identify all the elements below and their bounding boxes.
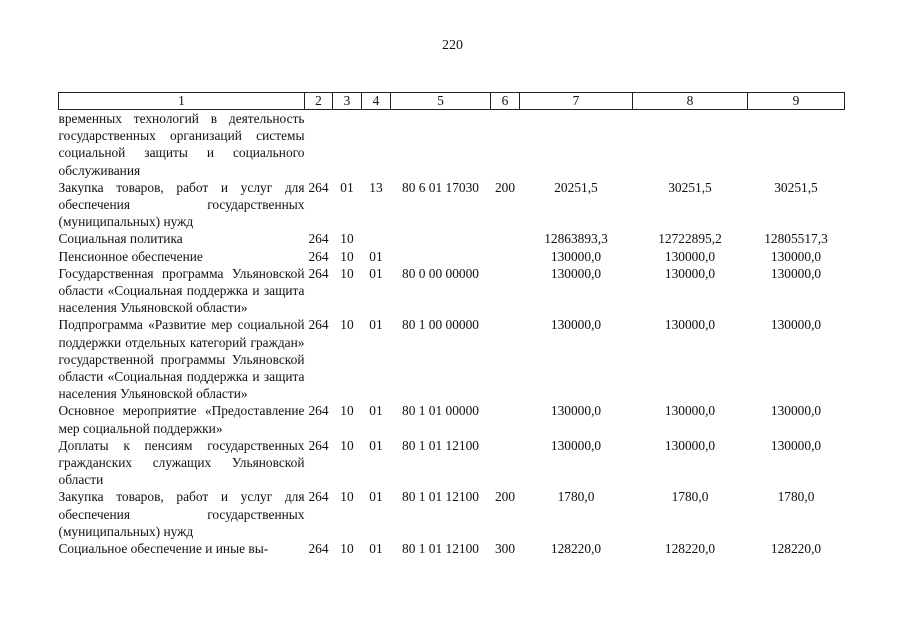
header-cell: 6 [491, 93, 520, 110]
row-expense-type [491, 110, 520, 179]
table-row [59, 437, 845, 489]
row-section: 01 [340, 179, 354, 195]
row-amount-2: 130000,0 [664, 403, 716, 419]
row-target-article: 80 1 01 12100 [402, 489, 479, 505]
row-subsection: 01 [369, 248, 383, 264]
row-grbs: 264 [308, 179, 329, 195]
row-target-article: 80 1 01 00000 [402, 403, 479, 419]
table-row [59, 540, 845, 557]
row-amount-3: 130000,0 [770, 317, 822, 333]
header-cell: 1 [59, 93, 305, 110]
row-amount-3: 12805517,3 [764, 231, 828, 247]
row-section: 10 [340, 231, 354, 247]
header-cell: 5 [391, 93, 491, 110]
row-target-article [391, 248, 491, 265]
row-target-article [391, 230, 491, 247]
row-name: Пенсионное обеспечение [58, 248, 203, 264]
row-amount-3: 1780,0 [777, 489, 815, 505]
row-expense-type [491, 248, 520, 265]
row-amount-3: 30251,5 [774, 179, 818, 195]
row-amount-1: 1780,0 [557, 489, 595, 505]
row-target-article: 80 6 01 17030 [402, 179, 479, 195]
row-subsection: 01 [369, 489, 383, 505]
row-target-article [391, 110, 491, 179]
row-expense-type: 200 [494, 179, 516, 195]
row-subsection: 01 [369, 317, 383, 333]
table-row [59, 110, 845, 179]
row-grbs: 264 [308, 248, 329, 264]
row-amount-1: 130000,0 [550, 265, 602, 281]
row-amount-1: 20251,5 [554, 179, 598, 195]
row-amount-2: 12722895,2 [658, 231, 722, 247]
row-section: 10 [340, 541, 354, 557]
table-row [59, 316, 845, 402]
row-expense-type: 300 [494, 541, 516, 557]
table-row [59, 488, 845, 540]
row-target-article: 80 1 00 00000 [402, 317, 479, 333]
row-amount-3: 130000,0 [770, 265, 822, 281]
row-amount-3: 130000,0 [770, 403, 822, 419]
row-name: Закупка товаров, работ и услуг для обеспечения государственных (муниципальных) нужд [58, 489, 305, 539]
row-grbs: 264 [308, 489, 329, 505]
row-amount-1: 128220,0 [550, 541, 602, 557]
row-name: Закупка товаров, работ и услуг для обеспечения государственных (муниципальных) нужд [58, 179, 305, 230]
row-amount-1: 130000,0 [550, 317, 602, 333]
row-name: Социальная политика [58, 231, 183, 247]
row-subsection: 01 [369, 403, 383, 419]
header-cell: 9 [748, 93, 845, 110]
row-expense-type [491, 265, 520, 317]
budget-table [58, 92, 845, 557]
header-cell: 2 [305, 93, 333, 110]
row-amount-1 [520, 110, 633, 179]
row-amount-1: 130000,0 [550, 248, 602, 264]
row-grbs: 264 [308, 231, 329, 247]
row-amount-2 [633, 110, 748, 179]
row-subsection: 01 [369, 541, 383, 557]
row-expense-type [491, 316, 520, 402]
header-cell: 7 [520, 93, 633, 110]
row-amount-2: 130000,0 [664, 248, 716, 264]
row-amount-1: 130000,0 [550, 437, 602, 453]
row-amount-1: 130000,0 [550, 403, 602, 419]
row-expense-type [491, 437, 520, 489]
row-subsection [362, 230, 391, 247]
row-amount-3 [748, 110, 845, 179]
row-expense-type: 200 [494, 489, 516, 505]
row-amount-3: 128220,0 [770, 541, 822, 557]
row-amount-2: 128220,0 [664, 541, 716, 557]
row-grbs [305, 110, 333, 179]
row-name: Государственная программа Ульяновской области «Социальная поддержка и защита населения Ульяновской области» [58, 265, 305, 316]
table-row [59, 248, 845, 265]
row-amount-2: 30251,5 [668, 179, 712, 195]
row-expense-type [491, 230, 520, 247]
row-amount-2: 130000,0 [664, 437, 716, 453]
page-number: 220 [442, 38, 463, 53]
header-cell: 4 [362, 93, 391, 110]
row-expense-type [491, 402, 520, 436]
row-amount-2: 130000,0 [664, 317, 716, 333]
header-row [59, 93, 845, 110]
table-row [59, 230, 845, 247]
row-target-article: 80 1 01 12100 [402, 541, 479, 557]
row-name: Доплаты к пенсиям государственных гражданских служащих Ульяновской области [58, 437, 305, 488]
row-subsection: 01 [369, 265, 383, 281]
table-row [59, 402, 845, 436]
header-cell: 8 [633, 93, 748, 110]
row-name: временных технологий в деятельность государственных организаций системы социальной защиты и социального обслуживания [58, 111, 305, 178]
row-grbs: 264 [308, 317, 329, 333]
row-amount-1: 12863893,3 [544, 231, 608, 247]
row-section: 10 [340, 437, 354, 453]
header-cell: 3 [333, 93, 362, 110]
row-subsection: 01 [369, 437, 383, 453]
row-section: 10 [340, 317, 354, 333]
row-subsection: 13 [369, 179, 383, 195]
row-name: Основное мероприятие «Предоставление мер социальной поддержки» [58, 403, 305, 436]
row-name: Социальное обеспечение и иные вы- [58, 541, 269, 557]
row-section: 10 [340, 265, 354, 281]
row-target-article: 80 1 01 12100 [402, 437, 479, 453]
row-subsection [362, 110, 391, 179]
row-grbs: 264 [308, 403, 329, 419]
row-section: 10 [340, 403, 354, 419]
row-name: Подпрограмма «Развитие мер социальной поддержки отдельных категорий граждан» государственной программы Ульяновской области «Социальная поддержка и защита населения Ульяновской области» [58, 317, 305, 402]
table-row [59, 179, 845, 231]
row-grbs: 264 [308, 541, 329, 557]
table-row [59, 265, 845, 317]
row-grbs: 264 [308, 437, 329, 453]
row-amount-3: 130000,0 [770, 248, 822, 264]
row-amount-2: 130000,0 [664, 265, 716, 281]
row-section [333, 110, 362, 179]
row-section: 10 [340, 489, 354, 505]
row-section: 10 [340, 248, 354, 264]
row-grbs: 264 [308, 265, 329, 281]
row-target-article: 80 0 00 00000 [402, 265, 479, 281]
row-amount-3: 130000,0 [770, 437, 822, 453]
row-amount-2: 1780,0 [671, 489, 709, 505]
